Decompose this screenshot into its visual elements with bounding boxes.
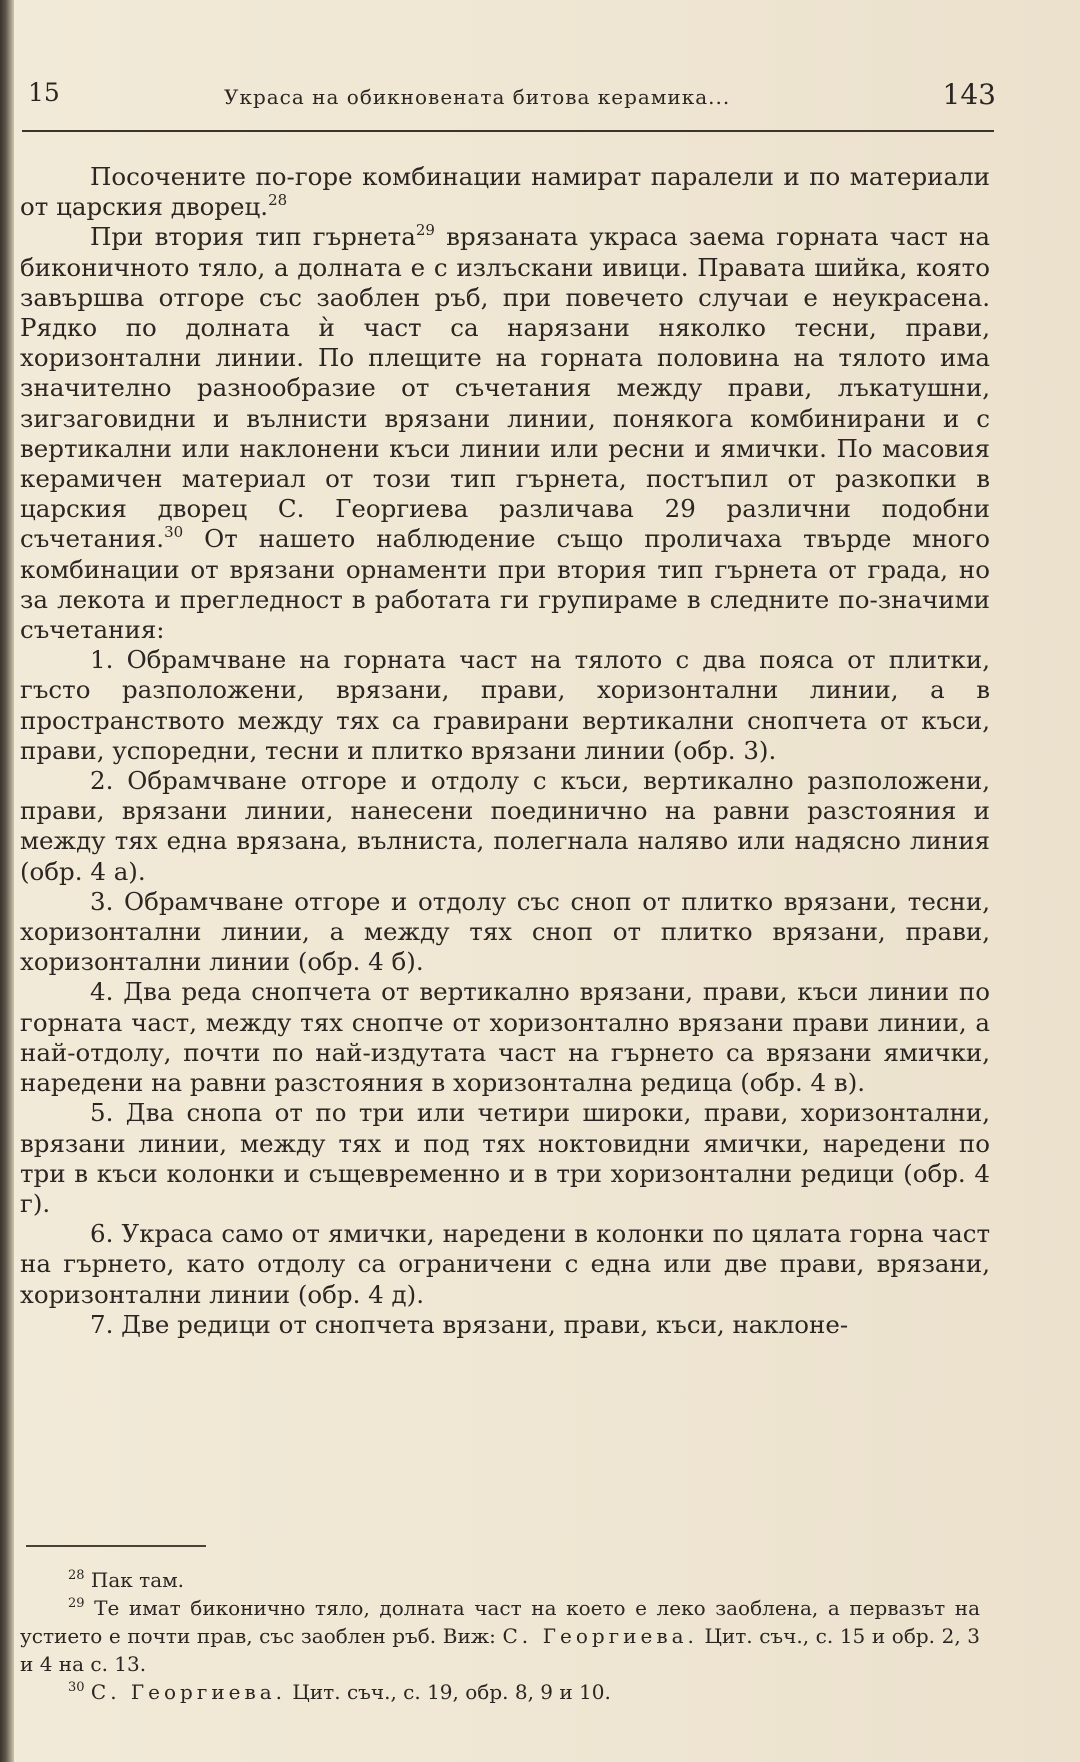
main-text xyxy=(20,162,990,1340)
list-item: 2. Обрамчване отгоре и отдолу с къси, вертикално разположени, прави, врязани линии, нанесени поединично на равни разстояния и между тях една врязана, вълниста, полегнала наляво или надясно линия (обр. 4 а). xyxy=(20,766,990,886)
footnote-ref: 29 xyxy=(415,221,435,240)
running-title: Украса на обикновената битова керамика... xyxy=(224,85,731,109)
author-name: С. Георгиева. xyxy=(502,1624,698,1648)
footnote-number: 30 xyxy=(68,1680,85,1695)
footnote-rule xyxy=(26,1545,206,1547)
list-item: 1. Обрамчване на горната част на тялото с два пояса от плитки, гъсто разположени, врязани, прави, хоризонтални линии, а в пространството между тях са гравирани вертикални снопчета от къси, прави, успоредни, тесни и плитко врязани линии (обр. 3). xyxy=(20,645,990,765)
list-item: 7. Две редици от снопчета врязани, прави, къси, наклоне- xyxy=(90,1309,849,1339)
footnote: $^{30}$ С. Георгиева. Цит. съч., с. 19, обр. 8, 9 и 10. xyxy=(68,1680,611,1704)
list-item: 5. Два снопа от по три или четири широки, прави, хоризонтални, врязани линии, между тях и под тях ноктовидни ямички, наредени по три в къси колонки и същевременно и в три хоризонтални редици (обр. 4 г). xyxy=(20,1098,990,1218)
header-left-number: 15 xyxy=(28,78,60,107)
footnote-ref: 28 xyxy=(268,191,288,210)
paragraph: Посочените по-горе комбинации намират паралели и по материали от царския дворец.$^{28}$ xyxy=(20,162,990,222)
list-item: 4. Два реда снопчета от вертикално врязани, прави, къси линии по горната част, между тях снопче от хоризонтално врязани прави линии, а най-отдолу, почти по най-издутата част на гърнето са врязани ямички, наредени на равни разстояния в хоризонтална редица (обр. 4 в). xyxy=(20,977,990,1098)
list-item: 3. Обрамчване отгоре и отдолу със сноп от плитко врязани, тесни, хоризонтални линии, а между тях сноп от плитко врязани, прави, хоризонтални линии (обр. 4 б). xyxy=(20,886,990,977)
page-header xyxy=(24,78,996,126)
author-name: С. Георгиева. xyxy=(90,1680,287,1704)
page-number: 143 xyxy=(942,78,996,111)
paragraph: При втория тип гърнета$^{29}$ врязаната украса заема горната част на биконичното тяло, а долната е с излъскани ивици. Правата шийка, която завършва отгоре със заоблен ръб, при повечето случаи е неукрасена. Рядко по долната ѝ част са нарязани няколко тесни, прави, хоризонтални линии. По плещите на горната половина на тялото има значително разнообразие от съчетания между прави, лъкатушни, зигзаговидни и вълнисти врязани линии, понякога комбинирани и с вертикални или наклонени къси линии или ресни и ямички. По масовия керамичен материал от този тип гърнета, постъпил от разкопки в царския дворец С. Георгиева различава 29 различни подобни съчетания.$^{30}$ От нашето наблюдение също проличаха твърде много комбинации от врязани орнаменти при втория тип гърнета от града, но за лекота и прегледност в работата ги групираме в следните по-значими съчетания: xyxy=(20,221,990,645)
footnotes xyxy=(20,1566,980,1706)
footnote-ref: 30 xyxy=(164,523,184,542)
list-item: 6. Украса само от ямички, наредени в колонки по цялата горна част на гърнето, като отдолу са ограничени с една или две прави, врязани, хоризонтални линии (обр. 4 д). xyxy=(20,1219,990,1309)
footnote: $^{29}$ Те имат биконично тяло, долната част на което е леко заоблена, а первазът на устието е почти прав, със заоблен ръб. Виж: С. Георгиева. Цит. съч., с. 15 и обр. 2, 3 и 4 на с. 13. xyxy=(20,1596,980,1676)
header-rule xyxy=(22,130,994,132)
binding-shadow xyxy=(0,0,14,1762)
footnote-number: 28 xyxy=(68,1568,85,1583)
footnote-number: 29 xyxy=(68,1596,85,1611)
footnote: $^{28}$ Пак там. xyxy=(68,1568,185,1592)
